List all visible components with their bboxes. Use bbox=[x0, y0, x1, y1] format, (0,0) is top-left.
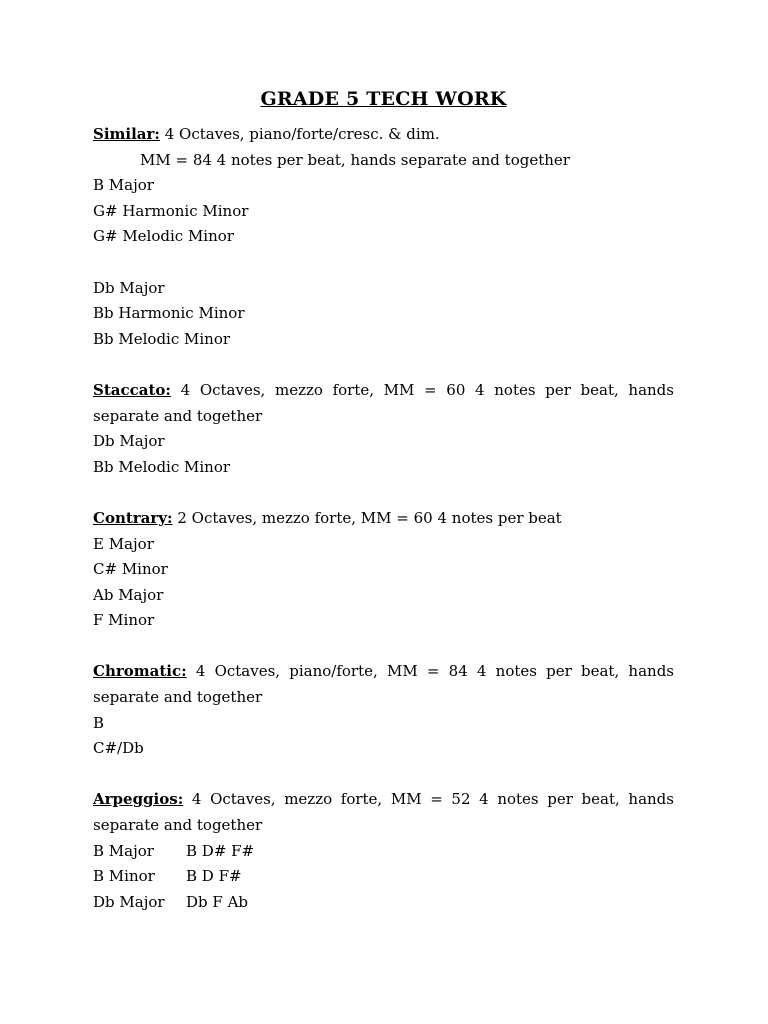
contrary-label: Contrary: bbox=[93, 508, 173, 527]
contrary-description: 2 Octaves, mezzo forte, MM = 60 4 notes per beat bbox=[172, 508, 562, 527]
contrary-item: C# Minor bbox=[93, 560, 168, 579]
arpeggio-row bbox=[93, 839, 674, 865]
staccato-heading bbox=[93, 378, 674, 429]
chromatic-label: Chromatic: bbox=[93, 662, 187, 681]
similar-item: G# Harmonic Minor bbox=[93, 201, 249, 220]
spacer bbox=[93, 634, 674, 660]
arpeggio-notes: Db F Ab bbox=[186, 892, 249, 911]
contrary-item: F Minor bbox=[93, 611, 155, 630]
similar-item: Bb Melodic Minor bbox=[93, 329, 231, 348]
similar-tempo: MM = 84 4 notes per beat, hands separate and together bbox=[140, 150, 570, 169]
chromatic-item: C#/Db bbox=[93, 739, 144, 758]
chromatic-item: B bbox=[93, 713, 105, 732]
arpeggio-notes: B D F# bbox=[186, 867, 242, 886]
contrary-heading bbox=[93, 506, 674, 532]
arpeggios-heading bbox=[93, 787, 674, 838]
arpeggio-row bbox=[93, 890, 674, 916]
spacer bbox=[93, 480, 674, 506]
staccato-label: Staccato: bbox=[93, 380, 171, 399]
chromatic-heading bbox=[93, 659, 674, 710]
staccato-item: Db Major bbox=[93, 432, 165, 451]
arpeggios-description: 4 Octaves, mezzo forte, MM = 52 4 notes per beat, hands separate and together bbox=[93, 790, 674, 835]
similar-label: Similar: bbox=[93, 125, 160, 143]
similar-item: Db Major bbox=[93, 278, 165, 297]
similar-item: Bb Harmonic Minor bbox=[93, 304, 245, 323]
contrary-item: E Major bbox=[93, 534, 154, 553]
spacer bbox=[93, 352, 674, 378]
similar-item: G# Melodic Minor bbox=[93, 227, 234, 246]
document-page bbox=[93, 86, 674, 915]
arpeggio-key: B Minor bbox=[93, 867, 155, 886]
spacer bbox=[93, 762, 674, 788]
arpeggio-key: B Major bbox=[93, 841, 154, 860]
staccato-description: 4 Octaves, mezzo forte, MM = 60 4 notes per beat, hands separate and together bbox=[93, 380, 674, 425]
page-title: GRADE 5 TECH WORK bbox=[260, 88, 507, 110]
contrary-item: Ab Major bbox=[93, 585, 164, 604]
arpeggios-label: Arpeggios: bbox=[93, 790, 184, 809]
chromatic-description: 4 Octaves, piano/forte, MM = 84 4 notes per beat, hands separate and together bbox=[93, 662, 674, 707]
similar-item: B Major bbox=[93, 176, 154, 195]
staccato-item: Bb Melodic Minor bbox=[93, 457, 231, 476]
arpeggio-notes: B D# F# bbox=[186, 841, 255, 860]
similar-description: 4 Octaves, piano/forte/cresc. & dim. bbox=[159, 125, 440, 143]
similar-heading bbox=[93, 122, 674, 148]
arpeggio-key: Db Major bbox=[93, 892, 165, 911]
spacer bbox=[93, 250, 674, 276]
arpeggio-row bbox=[93, 864, 674, 890]
